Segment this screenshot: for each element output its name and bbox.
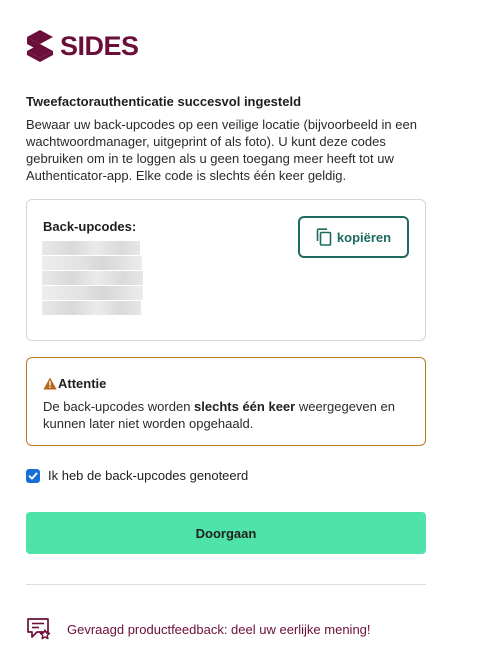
- copy-button-label: kopiëren: [336, 229, 392, 245]
- backup-codes-label: Back-upcodes:: [43, 219, 137, 234]
- divider: [26, 584, 426, 585]
- brand-logo: [26, 30, 139, 62]
- masked-code: [42, 301, 141, 315]
- sides-logo-icon: [26, 30, 54, 62]
- masked-code: [42, 256, 142, 270]
- backup-codes-panel: [26, 199, 426, 341]
- attention-text-end: weergegeven en kunnen later niet worden opgehaald.: [43, 399, 395, 431]
- masked-code: [42, 241, 140, 255]
- page-description: Bewaar uw back-upcodes op een veilige locatie (bijvoorbeeld in een wachtwoordmanager, uitgeprint of als foto). U kunt deze codes gebruiken om in te loggen als u geen toegang meer heeft tot uw Authenticator-app. Elke code is slechts één keer geldig.: [26, 117, 417, 183]
- page-title: Tweefactorauthenticatie succesvol ingesteld: [26, 94, 302, 109]
- confirm-codes-checkbox[interactable]: [26, 469, 40, 483]
- attention-alert: [26, 357, 426, 446]
- attention-message: [43, 398, 415, 432]
- masked-code: [42, 271, 143, 285]
- continue-button[interactable]: Doorgaan: [26, 512, 426, 554]
- masked-code: [42, 286, 143, 300]
- confirm-codes-checkbox-row[interactable]: [26, 468, 248, 483]
- attention-text-emphasis: slechts één keer: [194, 399, 296, 414]
- attention-text-start: De back-upcodes worden: [43, 399, 195, 414]
- copy-icon: [316, 228, 332, 246]
- attention-title: Attentie: [58, 376, 107, 391]
- attention-heading: [43, 376, 106, 391]
- brand-name: SIDES: [60, 31, 139, 61]
- feedback-text: Gevraagd productfeedback: deel uw eerlijke mening!: [67, 621, 371, 637]
- feedback-icon: [26, 617, 52, 641]
- feedback-link[interactable]: [26, 617, 371, 641]
- checkmark-icon: [28, 471, 38, 481]
- copy-button[interactable]: [298, 216, 409, 258]
- backup-codes-list: [42, 241, 143, 316]
- warning-icon: [43, 377, 57, 390]
- confirm-codes-label: Ik heb de back-upcodes genoteerd: [48, 468, 249, 483]
